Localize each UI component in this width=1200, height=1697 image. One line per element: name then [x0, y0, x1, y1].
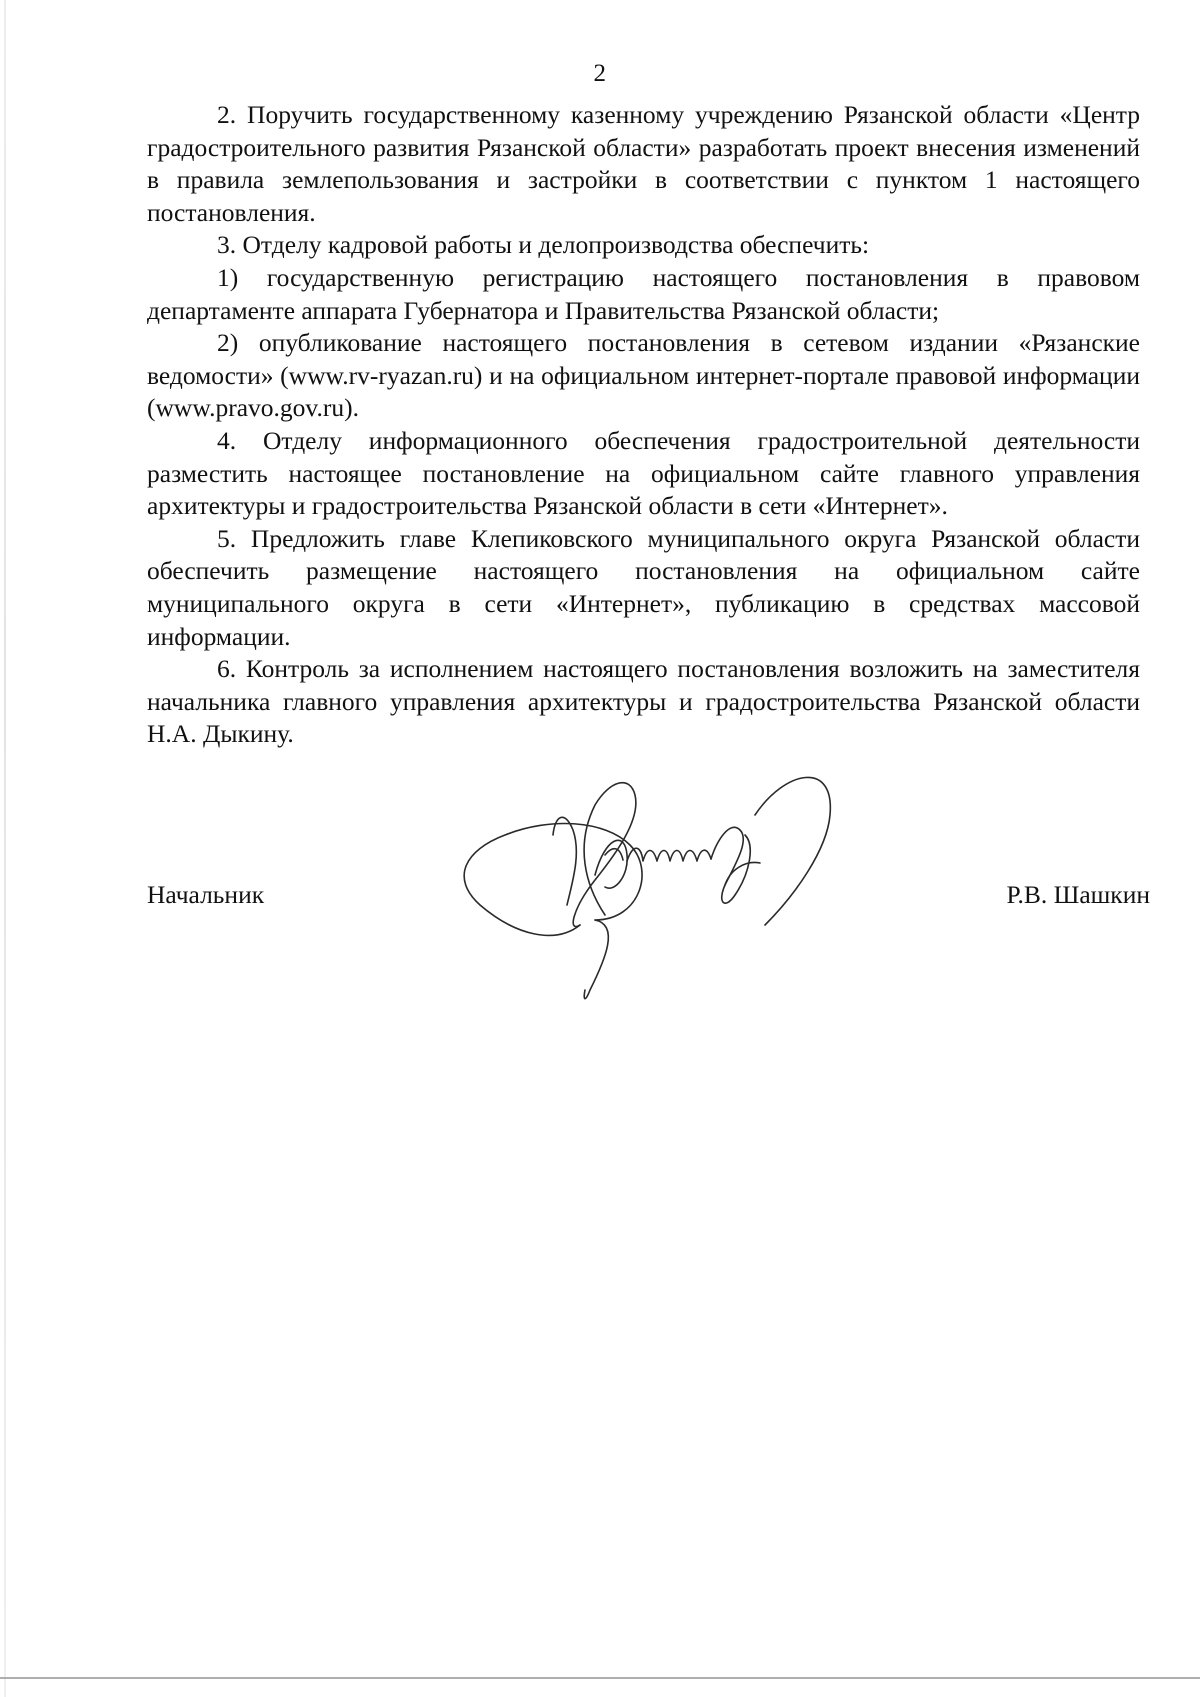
document-body: [147, 99, 1140, 751]
signer-name: Р.В. Шашкин: [1006, 880, 1150, 909]
paragraph-item-4: 4. Отделу информационного обеспечения градостроительной деятельности разместить настоящее постановление на официальном сайте главного управления архитектуры и градостроительства Рязанской области в сети «Интернет».: [147, 425, 1140, 521]
page-number: 2: [593, 60, 607, 87]
scan-edge-bottom: [0, 1677, 1200, 1679]
paragraph-item-3: 3. Отделу кадровой работы и делопроизводства обеспечить:: [217, 230, 870, 260]
paragraph-item-5: 5. Предложить главе Клепиковского муниципального округа Рязанской области обеспечить размещение настоящего постановления на официальном сайте муниципального округа в сети «Интернет», публикацию в средствах массовой информации.: [147, 523, 1140, 651]
paragraph-item-2: 2. Поручить государственному казенному учреждению Рязанской области «Центр градостроительного развития Рязанской области» разработать проект внесения изменений в правила землепользования и застройки в соответствии с пунктом 1 настоящего постановления.: [147, 100, 1140, 227]
paragraph-item-6: 6. Контроль за исполнением настоящего постановления возложить на заместителя начальника главного управления архитектуры и градостроительства Рязанской области Н.А. Дыкину.: [147, 654, 1140, 749]
signer-position: Начальник: [147, 880, 265, 909]
signature-block: [147, 880, 1150, 920]
scan-edge-left: [4, 0, 6, 1697]
paragraph-item-3-1: 1) государственную регистрацию настоящего постановления в правовом департаменте аппарата Губернатора и Правительства Рязанской области;: [147, 262, 1140, 325]
paragraph-item-3-2: 2) опубликование настоящего постановления в сетевом издании «Рязанские ведомости» (www.rv-ryazan.ru) и на официальном интернет-портале правовой информации (www.pravo.gov.ru).: [147, 328, 1140, 423]
